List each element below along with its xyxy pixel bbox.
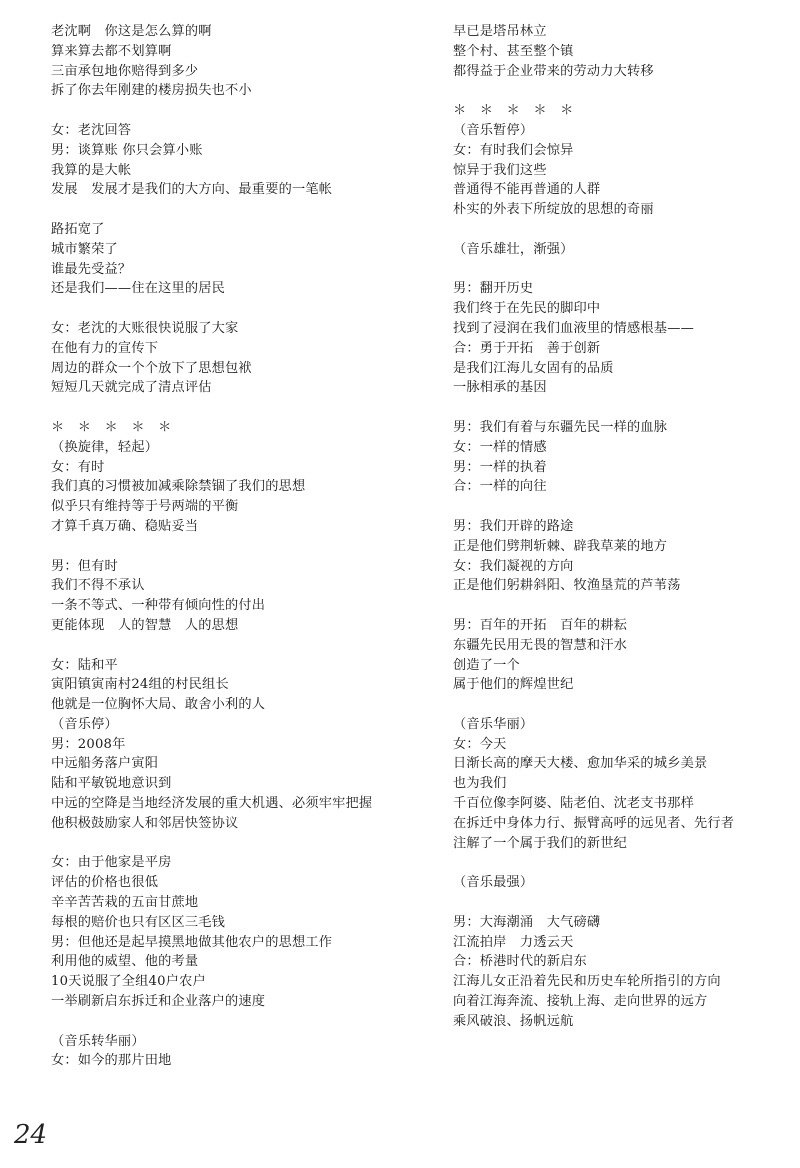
text-line: 短短几天就完成了清点评估	[51, 380, 212, 396]
text-line: 一脉相承的基因	[453, 380, 547, 396]
text-line: （音乐最强）	[453, 875, 534, 891]
text-line: 整个村、甚至整个镇	[453, 43, 574, 59]
text-line: （换旋律，轻起）	[51, 439, 159, 455]
right-column	[453, 22, 793, 1032]
blank-line	[51, 299, 411, 319]
text-line: 男：我们有着与东疆先民一样的血脉	[453, 419, 668, 435]
text-line: 惊异于我们这些	[453, 162, 547, 178]
text-line: 乘风破浪、扬帆远航	[453, 1013, 574, 1029]
text-line: 合：一样的向往	[453, 479, 547, 495]
blank-line	[51, 1012, 411, 1032]
blank-line	[51, 834, 411, 854]
blank-line	[51, 398, 411, 418]
text-line: 找到了浸润在我们血液里的情感根基——	[453, 320, 694, 336]
text-line: 普通得不能再普通的人群	[453, 182, 601, 198]
text-line: 发展 发展才是我们的大方向、最重要的一笔帐	[51, 182, 333, 198]
text-line: 女：有时我们会惊异	[453, 142, 574, 158]
text-line: 朴实的外表下所绽放的思想的奇丽	[453, 202, 654, 218]
text-line: 向着江海奔流、接轨上海、走向世界的远方	[453, 994, 708, 1010]
text-line: 注解了一个属于我们的新世纪	[453, 835, 628, 851]
blank-line	[453, 260, 793, 280]
text-line: 城市繁荣了	[51, 241, 118, 257]
text-line: 女：今天	[453, 736, 507, 752]
text-line: 算来算去都不划算啊	[51, 43, 172, 59]
text-line: 周边的群众一个个放下了思想包袱	[51, 360, 252, 376]
blank-line	[51, 636, 411, 656]
text-line: 评估的价格也很低	[51, 875, 159, 891]
text-line: 千百位像李阿婆、陆老伯、沈老支书那样	[453, 796, 694, 812]
text-line: （音乐暂停）	[453, 122, 534, 138]
text-line: 陆和平敏锐地意识到	[51, 776, 172, 792]
text-line: 女：如今的那片田地	[51, 1053, 172, 1069]
text-line: 他就是一位胸怀大局、敢舍小利的人	[51, 697, 266, 713]
text-line: 我们不得不承认	[51, 578, 145, 594]
text-line: 一举刷新启东拆迁和企业落户的速度	[51, 994, 266, 1010]
text-line: 都得益于企业带来的劳动力大转移	[453, 63, 654, 79]
blank-line	[453, 853, 793, 873]
text-line: 合：桥港时代的新启东	[453, 954, 587, 970]
text-line: ＊ ＊ ＊ ＊ ＊	[51, 419, 172, 435]
text-line: （音乐雄壮，渐强）	[453, 241, 574, 257]
text-line: 他积极鼓励家人和邻居快签协议	[51, 815, 239, 831]
text-line: 谁最先受益？	[51, 261, 132, 277]
text-line: 老沈啊 你这是怎么算的啊	[51, 24, 212, 39]
text-line: 女：有时	[51, 459, 105, 475]
text-line: 路拓宽了	[51, 221, 105, 237]
text-line: 辛辛苦苦栽的五亩甘蔗地	[51, 895, 199, 911]
text-line: （音乐华丽）	[453, 716, 534, 732]
text-line: 男：我们开辟的路途	[453, 518, 574, 534]
blank-line	[453, 81, 793, 101]
text-line: 东疆先民用无畏的智慧和汗水	[453, 637, 628, 653]
text-line: 每根的赔价也只有区区三毛钱	[51, 914, 226, 930]
text-line: 男：百年的开拓 百年的耕耘	[453, 617, 628, 633]
blank-line	[51, 101, 411, 121]
text-line: 10天说服了全组40户农户	[51, 974, 206, 990]
blank-line	[453, 398, 793, 418]
text-line: 正是他们劈荆斩棘、辟我草莱的地方	[453, 538, 668, 554]
text-line: 正是他们躬耕斜阳、牧渔垦荒的芦苇荡	[453, 578, 681, 594]
text-line: （音乐转华丽）	[51, 1033, 145, 1049]
text-line: 我算的是大帐	[51, 162, 132, 178]
text-line: 男：翻开历史	[453, 281, 534, 297]
blank-line	[453, 893, 793, 913]
text-line: 女：我们凝视的方向	[453, 558, 574, 574]
page-number: 24	[14, 1120, 48, 1150]
text-line: 男：谈算账 你只会算小账	[51, 142, 203, 158]
text-line: 似乎只有维持等于号两端的平衡	[51, 499, 239, 515]
text-line: 三亩承包地你赔得到多少	[51, 63, 199, 79]
text-line: 江海儿女正沿着先民和历史车轮所指引的方向	[453, 974, 721, 990]
text-line: 女：老沈的大账很快说服了大家	[51, 320, 239, 336]
text-line: 中远船务落户寅阳	[51, 756, 159, 772]
text-line: 早已是塔吊林立	[453, 24, 547, 39]
text-line: 合：勇于开拓 善于创新	[453, 340, 601, 356]
text-line: ＊ ＊ ＊ ＊ ＊	[453, 103, 574, 119]
blank-line	[453, 220, 793, 240]
text-line: 在他有力的宣传下	[51, 340, 159, 356]
text-line: 一条不等式、一种带有倾向性的付出	[51, 598, 266, 614]
blank-line	[51, 537, 411, 557]
left-column	[51, 22, 411, 1071]
text-line: 女：老沈回答	[51, 122, 132, 138]
text-line: 男：2008年	[51, 736, 126, 752]
text-line: 利用他的威望、他的考量	[51, 954, 199, 970]
text-line: 男：但有时	[51, 558, 118, 574]
text-line: 我们终于在先民的脚印中	[453, 301, 601, 317]
text-line: 男：但他还是起早摸黑地做其他农户的思想工作	[51, 934, 333, 950]
text-line: 女：由于他家是平房	[51, 855, 172, 871]
text-line: 女：陆和平	[51, 657, 118, 673]
text-line: 我们真的习惯被加减乘除禁锢了我们的思想	[51, 479, 306, 495]
blank-line	[51, 200, 411, 220]
text-line: 是我们江海儿女固有的品质	[453, 360, 614, 376]
text-line: 创造了一个	[453, 657, 520, 673]
text-line: 属于他们的辉煌世纪	[453, 677, 574, 693]
blank-line	[453, 497, 793, 517]
text-line: 江流拍岸 力透云天	[453, 934, 574, 950]
text-line: 中远的空降是当地经济发展的重大机遇、必须牢牢把握	[51, 796, 373, 812]
text-line: 寅阳镇寅南村24组的村民组长	[51, 677, 229, 693]
text-line: 才算千真万确、稳贴妥当	[51, 518, 199, 534]
text-line: 日渐长高的摩天大楼、愈加华采的城乡美景	[453, 756, 708, 772]
text-line: 拆了你去年刚建的楼房损失也不小	[51, 83, 252, 99]
blank-line	[453, 596, 793, 616]
blank-line	[453, 695, 793, 715]
text-line: 也为我们	[453, 776, 507, 792]
text-line: 更能体现 人的智慧 人的思想	[51, 617, 239, 633]
text-line: （音乐停）	[51, 716, 118, 732]
text-line: 在拆迁中身体力行、振臂高呼的远见者、先行者	[453, 815, 735, 831]
text-line: 男：大海潮涌 大气磅礴	[453, 914, 601, 930]
text-line: 男：一样的执着	[453, 459, 547, 475]
text-line: 女：一样的情感	[453, 439, 547, 455]
text-line: 还是我们——住在这里的居民	[51, 281, 226, 297]
